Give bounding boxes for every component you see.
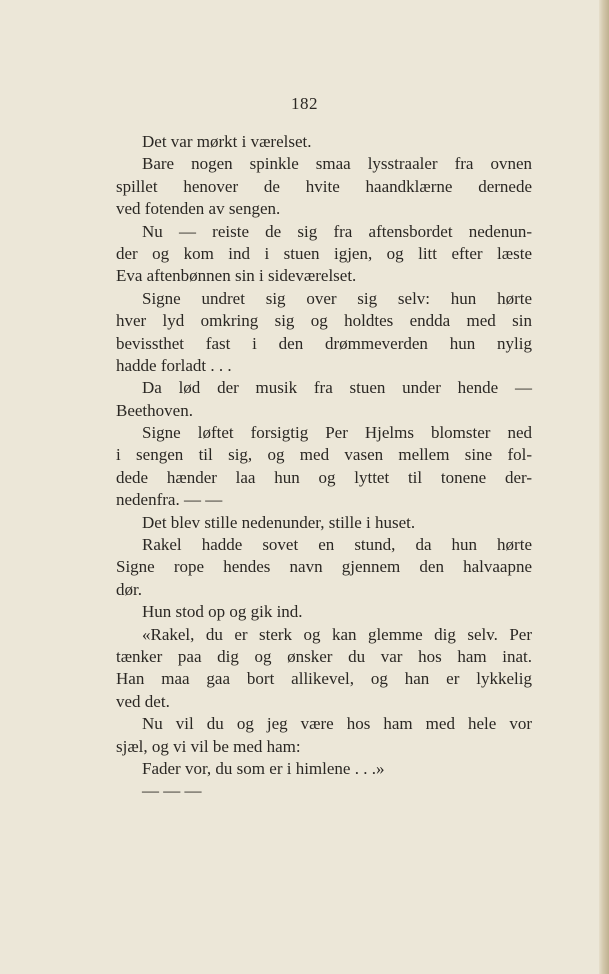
text-line: Signe rope hendes navn gjennem den halvaapne xyxy=(116,557,532,577)
text-line: Signe undret sig over sig selv: hun hørte xyxy=(142,288,532,308)
text-line: nedenfra. — — xyxy=(116,490,223,510)
text-line: — — — xyxy=(142,781,202,801)
text-line: Bare nogen spinkle smaa lysstraaler fra ovnen xyxy=(142,154,532,174)
body-text xyxy=(116,131,532,803)
text-line: ved fotenden av sengen. xyxy=(116,199,281,219)
text-line: sjæl, og vi vil be med ham: xyxy=(116,736,301,756)
text-line: ved det. xyxy=(116,691,170,711)
page-edge xyxy=(599,0,609,974)
text-line: hver lyd omkring sig og holdtes endda med sin xyxy=(116,311,532,331)
text-line: Han maa gaa bort allikevel, og han er lykkelig xyxy=(116,669,532,689)
text-line: Da lød der musik fra stuen under hende — xyxy=(142,378,532,398)
text-line: spillet henover de hvite haandklærne dernede xyxy=(116,176,532,196)
text-line: Det var mørkt i værelset. xyxy=(142,132,312,151)
text-line: Signe løftet forsigtig Per Hjelms blomster ned xyxy=(142,423,532,443)
text-line: Beethoven. xyxy=(116,400,193,420)
text-line: hadde forladt . . . xyxy=(116,355,232,375)
text-line: Nu — reiste de sig fra aftensbordet nedenun- xyxy=(142,221,532,241)
text-line: Eva aftenbønnen sin i sideværelset. xyxy=(116,266,357,286)
text-line: dede hænder laa hun og lyttet til tonene der- xyxy=(116,467,532,487)
text-line: i sengen til sig, og med vasen mellem sine fol- xyxy=(116,445,532,465)
text-line: tænker paa dig og ønsker du var hos ham inat. xyxy=(116,646,532,666)
text-line: Det blev stille nedenunder, stille i huset. xyxy=(142,512,416,532)
text-line: Rakel hadde sovet en stund, da hun hørte xyxy=(142,535,532,555)
page-number: 182 xyxy=(291,94,318,113)
text-line: bevissthet fast i den drømmeverden hun nylig xyxy=(116,333,532,353)
text-line: der og kom ind i stuen igjen, og litt efter læste xyxy=(116,243,532,263)
text-line: dør. xyxy=(116,579,142,599)
text-line: Hun stod op og gik ind. xyxy=(142,602,303,622)
text-line: «Rakel, du er sterk og kan glemme dig selv. Per xyxy=(142,624,532,644)
text-line: Nu vil du og jeg være hos ham med hele vor xyxy=(142,714,532,734)
text-line: Fader vor, du som er i himlene . . .» xyxy=(142,758,385,778)
